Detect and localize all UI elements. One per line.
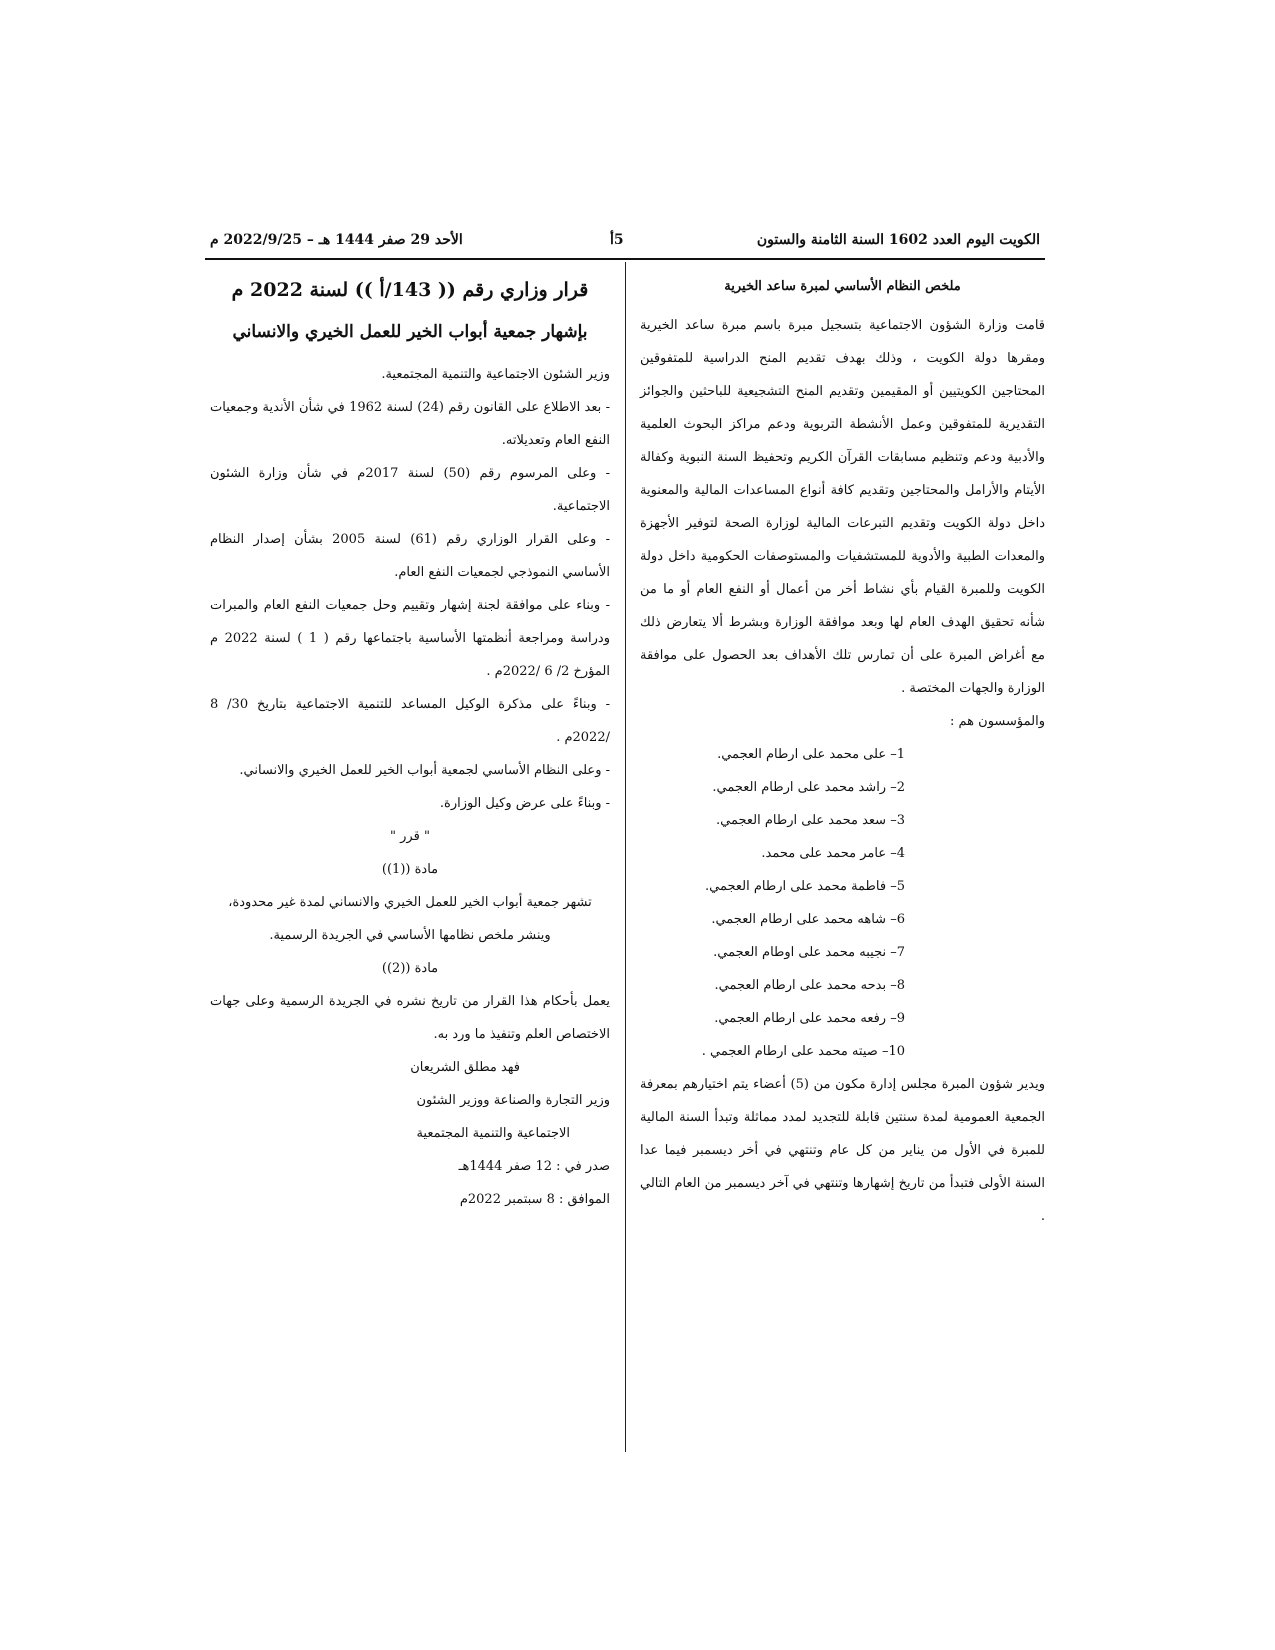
- founders-list: [640, 738, 1045, 1068]
- page-header: [210, 232, 1040, 256]
- decree-recital: - وعلى المرسوم رقم (50) لسنة 2017م في شأن وزارة الشئون الاجتماعية.: [210, 466, 610, 514]
- list-item: 10– صيته محمد على ارطام العجمي .: [701, 1044, 905, 1059]
- decree-recital: - وعلى النظام الأساسي لجمعية أبواب الخير للعمل الخيري والانساني.: [239, 763, 610, 778]
- founders-intro: والمؤسسون هم :: [950, 714, 1045, 729]
- issued-gregorian-date: الموافق : 8 سبتمبر 2022م: [459, 1192, 610, 1207]
- decree-minister: وزير الشئون الاجتماعية والتنمية المجتمعية.: [381, 367, 610, 382]
- list-item: 8– بدحه محمد على ارطام العجمي.: [714, 978, 905, 993]
- decree-recital: - وعلى القرار الوزاري رقم (61) لسنة 2005 بشأن إصدار النظام الأساسي النموذجي لجمعيات النفع العام.: [210, 532, 610, 580]
- list-item: 5– فاطمة محمد على ارطام العجمي.: [704, 879, 905, 894]
- list-item: 9– رفعه محمد على ارطام العجمي.: [714, 1011, 905, 1026]
- article-1-title: مادة ((1)): [381, 862, 439, 877]
- header-page-number: 5أ: [610, 232, 624, 248]
- header-issue-info: الكويت اليوم العدد 1602 السنة الثامنة والستون: [756, 232, 1040, 248]
- signatory-title-line1: وزير التجارة والصناعة ووزير الشئون: [416, 1093, 610, 1108]
- list-item: 6– شاهه محمد على ارطام العجمي.: [711, 912, 905, 927]
- decree-recital: - وبناءً على عرض وكيل الوزارة.: [439, 796, 610, 811]
- summary-paragraph: قامت وزارة الشؤون الاجتماعية بتسجيل مبرة باسم مبرة ساعد الخيرية ومقرها دولة الكويت ، وذلك بهدف تقديم المنح الدراسية للمتفوقين المحتاجين الكويتيين أو المقيمين وتقديم المنح التشجيعية للباحثين والجوائز التقديرية للمتفوقين وعمل الأنشطة التربوية ودعم مراكز البحوث العلمية والأدبية ودعم وتنظيم مسابقات القرآن الكريم وتحفيظ السنة النبوية وكفالة الأيتام والأرامل والمحتاجين وتقديم كافة أنواع المساعدات المالية والمعنوية داخل دولة الكويت وتقديم التبرعات المالية لوزارة الصحة لتوفير الأجهزة والمعدات الطبية والأدوية للمستشفيات والمستوصفات الحكومية داخل دولة الكويت وللمبرة القيام بأي نشاط أخر من أعمال أو النفع العام أو ما من شأنه تحقيق الهدف العام لها وبعد موافقة الوزارة وبشرط ألا يتعارض ذلك مع أغراض المبرة على أن تمارس تلك الأهداف بعد الحصول على موافقة الوزارة والجهات المختصة .: [640, 318, 1045, 696]
- summary-column: [640, 270, 1045, 1233]
- list-item: 2– راشد محمد على ارطام العجمي.: [712, 780, 905, 795]
- decree-recital: - وبناء على موافقة لجنة إشهار وتقييم وحل جمعيات النفع العام والمبرات ودراسة ومراجعة أنظمتها الأساسية باجتماعها رقم ( 1 ) لسنة 2022 م المؤرخ 2/ 6 /2022م .: [210, 598, 610, 679]
- summary-closing: ويدير شؤون المبرة مجلس إدارة مكون من (5) أعضاء يتم اختيارهم بمعرفة الجمعية العمومية لمدة سنتين قابلة للتجديد لمدد مماثلة وتبدأ السنة المالية للمبرة في الأول من يناير من كل عام وتنتهي في أخر ديسمبر فيما عدا السنة الأولى فتبدأ من تاريخ إشهارها وتنتهي في آخر ديسمبر من العام التالي .: [640, 1077, 1045, 1224]
- signatory-title-line2: الاجتماعية والتنمية المجتمعية: [416, 1126, 570, 1141]
- decree-recital: - وبناءً على مذكرة الوكيل المساعد للتنمية الاجتماعية بتاريخ 30/ 8 /2022م .: [210, 697, 610, 745]
- decree-column: [210, 270, 610, 1216]
- signatory-name: فهد مطلق الشريعان: [410, 1060, 520, 1075]
- list-item: 7– نجيبه محمد على اوطام العجمي.: [713, 945, 905, 960]
- header-rule: [205, 258, 1045, 260]
- header-date: الأحد 29 صفر 1444 هـ – 2022/9/25 م: [210, 232, 463, 248]
- column-divider: [625, 262, 626, 1452]
- summary-title: ملخص النظام الأساسي لمبرة ساعد الخيرية: [724, 279, 961, 294]
- list-item: 4– عامر محمد على محمد.: [761, 846, 905, 861]
- decree-decided: " قرر ": [390, 829, 430, 844]
- article-2-title: مادة ((2)): [381, 961, 439, 976]
- decree-subtitle: بإشهار جمعية أبواب الخير للعمل الخيري والانساني: [232, 322, 588, 342]
- list-item: 1– على محمد على ارطام العجمي.: [717, 747, 905, 762]
- decree-title: قرار وزاري رقم (( 143/أ )) لسنة 2022 م: [231, 279, 589, 301]
- issued-hijri-date: صدر في : 12 صفر 1444هـ: [458, 1159, 610, 1174]
- article-1-text: تشهر جمعية أبواب الخير للعمل الخيري والانساني لمدة غير محدودة، وينشر ملخص نظامها الأساسي في الجريدة الرسمية.: [228, 895, 592, 943]
- list-item: 3– سعد محمد على ارطام العجمي.: [716, 813, 905, 828]
- decree-recital: - بعد الاطلاع على القانون رقم (24) لسنة 1962 في شأن الأندية وجمعيات النفع العام وتعديلاته.: [210, 400, 610, 448]
- article-2-text: يعمل بأحكام هذا القرار من تاريخ نشره في الجريدة الرسمية وعلى جهات الاختصاص العلم وتنفيذ ما ورد به.: [210, 994, 610, 1042]
